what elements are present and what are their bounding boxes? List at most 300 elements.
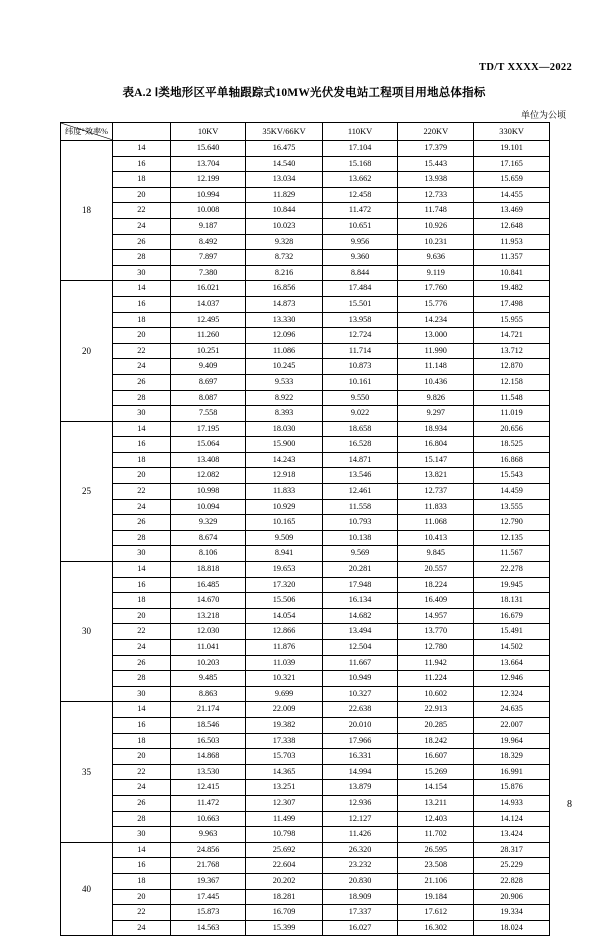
value-cell: 12.495 xyxy=(170,312,246,328)
value-cell: 12.936 xyxy=(322,795,398,811)
value-cell: 10.138 xyxy=(322,530,398,546)
value-cell: 10.203 xyxy=(170,655,246,671)
value-cell: 20.285 xyxy=(398,717,474,733)
efficiency-cell: 14 xyxy=(112,702,170,718)
efficiency-cell: 30 xyxy=(112,827,170,843)
value-cell: 10.998 xyxy=(170,484,246,500)
value-cell: 11.953 xyxy=(474,234,550,250)
value-cell: 18.934 xyxy=(398,421,474,437)
value-cell: 9.509 xyxy=(246,530,322,546)
efficiency-cell: 26 xyxy=(112,655,170,671)
value-cell: 8.216 xyxy=(246,265,322,281)
value-cell: 11.499 xyxy=(246,811,322,827)
efficiency-cell: 24 xyxy=(112,640,170,656)
value-cell: 10.161 xyxy=(322,374,398,390)
value-cell: 17.612 xyxy=(398,905,474,921)
value-cell: 11.472 xyxy=(170,795,246,811)
value-cell: 8.844 xyxy=(322,265,398,281)
efficiency-cell: 16 xyxy=(112,717,170,733)
table-header xyxy=(61,123,550,141)
efficiency-cell: 30 xyxy=(112,686,170,702)
value-cell: 15.064 xyxy=(170,437,246,453)
value-cell: 8.492 xyxy=(170,234,246,250)
efficiency-cell: 24 xyxy=(112,359,170,375)
table-row xyxy=(61,390,550,406)
efficiency-cell: 24 xyxy=(112,920,170,936)
value-cell: 13.034 xyxy=(246,172,322,188)
value-cell: 16.868 xyxy=(474,452,550,468)
header-col-1: 35KV/66KV xyxy=(246,123,322,141)
value-cell: 8.674 xyxy=(170,530,246,546)
value-cell: 13.330 xyxy=(246,312,322,328)
value-cell: 15.443 xyxy=(398,156,474,172)
value-cell: 13.704 xyxy=(170,156,246,172)
value-cell: 10.844 xyxy=(246,203,322,219)
value-cell: 19.101 xyxy=(474,141,550,157)
value-cell: 10.651 xyxy=(322,218,398,234)
latitude-cell: 18 xyxy=(61,141,113,281)
value-cell: 19.367 xyxy=(170,873,246,889)
value-cell: 18.329 xyxy=(474,749,550,765)
value-cell: 19.184 xyxy=(398,889,474,905)
value-cell: 10.994 xyxy=(170,187,246,203)
value-cell: 13.712 xyxy=(474,343,550,359)
value-cell: 18.281 xyxy=(246,889,322,905)
value-cell: 13.879 xyxy=(322,780,398,796)
value-cell: 12.135 xyxy=(474,530,550,546)
value-cell: 14.054 xyxy=(246,608,322,624)
value-cell: 18.131 xyxy=(474,593,550,609)
table-row xyxy=(61,873,550,889)
value-cell: 19.482 xyxy=(474,281,550,297)
value-cell: 21.174 xyxy=(170,702,246,718)
table-row xyxy=(61,499,550,515)
value-cell: 28.317 xyxy=(474,842,550,858)
table-row xyxy=(61,468,550,484)
value-cell: 16.134 xyxy=(322,593,398,609)
value-cell: 15.501 xyxy=(322,296,398,312)
table-row xyxy=(61,187,550,203)
value-cell: 12.870 xyxy=(474,359,550,375)
value-cell: 20.557 xyxy=(398,562,474,578)
value-cell: 11.039 xyxy=(246,655,322,671)
value-cell: 13.662 xyxy=(322,172,398,188)
value-cell: 15.900 xyxy=(246,437,322,453)
value-cell: 11.086 xyxy=(246,343,322,359)
value-cell: 17.320 xyxy=(246,577,322,593)
value-cell: 9.826 xyxy=(398,390,474,406)
value-cell: 20.830 xyxy=(322,873,398,889)
value-cell: 17.445 xyxy=(170,889,246,905)
value-cell: 14.994 xyxy=(322,764,398,780)
value-cell: 10.251 xyxy=(170,343,246,359)
value-cell: 14.243 xyxy=(246,452,322,468)
value-cell: 13.530 xyxy=(170,764,246,780)
efficiency-cell: 18 xyxy=(112,593,170,609)
value-cell: 22.007 xyxy=(474,717,550,733)
efficiency-cell: 28 xyxy=(112,250,170,266)
value-cell: 16.409 xyxy=(398,593,474,609)
value-cell: 16.302 xyxy=(398,920,474,936)
value-cell: 10.602 xyxy=(398,686,474,702)
value-cell: 17.338 xyxy=(246,733,322,749)
value-cell: 20.202 xyxy=(246,873,322,889)
value-cell: 12.415 xyxy=(170,780,246,796)
value-cell: 17.379 xyxy=(398,141,474,157)
value-cell: 14.957 xyxy=(398,608,474,624)
value-cell: 15.543 xyxy=(474,468,550,484)
value-cell: 12.082 xyxy=(170,468,246,484)
value-cell: 11.019 xyxy=(474,406,550,422)
value-cell: 10.231 xyxy=(398,234,474,250)
value-cell: 11.472 xyxy=(322,203,398,219)
table-row xyxy=(61,484,550,500)
value-cell: 9.636 xyxy=(398,250,474,266)
value-cell: 10.798 xyxy=(246,827,322,843)
value-cell: 18.242 xyxy=(398,733,474,749)
value-cell: 12.158 xyxy=(474,374,550,390)
document-standard-code: TD/T XXXX—2022 xyxy=(479,62,572,73)
efficiency-cell: 22 xyxy=(112,203,170,219)
value-cell: 18.658 xyxy=(322,421,398,437)
header-col-4: 330KV xyxy=(474,123,550,141)
table-title: 表A.2 Ⅰ类地形区平单轴跟踪式10MW光伏发电站工程项目用地总体指标 xyxy=(122,87,486,99)
table-row xyxy=(61,234,550,250)
value-cell: 24.635 xyxy=(474,702,550,718)
value-cell: 11.667 xyxy=(322,655,398,671)
efficiency-cell: 20 xyxy=(112,468,170,484)
value-cell: 12.461 xyxy=(322,484,398,500)
efficiency-cell: 24 xyxy=(112,218,170,234)
table-row xyxy=(61,343,550,359)
value-cell: 8.697 xyxy=(170,374,246,390)
value-cell: 13.958 xyxy=(322,312,398,328)
value-cell: 11.224 xyxy=(398,671,474,687)
table-row xyxy=(61,530,550,546)
value-cell: 17.165 xyxy=(474,156,550,172)
value-cell: 15.659 xyxy=(474,172,550,188)
efficiency-cell: 26 xyxy=(112,515,170,531)
value-cell: 9.533 xyxy=(246,374,322,390)
value-cell: 14.459 xyxy=(474,484,550,500)
value-cell: 10.165 xyxy=(246,515,322,531)
value-cell: 15.399 xyxy=(246,920,322,936)
value-cell: 13.218 xyxy=(170,608,246,624)
table-row xyxy=(61,359,550,375)
value-cell: 22.278 xyxy=(474,562,550,578)
value-cell: 20.281 xyxy=(322,562,398,578)
value-cell: 12.096 xyxy=(246,328,322,344)
value-cell: 9.360 xyxy=(322,250,398,266)
value-cell: 11.041 xyxy=(170,640,246,656)
table-row xyxy=(61,562,550,578)
value-cell: 20.656 xyxy=(474,421,550,437)
value-cell: 12.737 xyxy=(398,484,474,500)
value-cell: 9.409 xyxy=(170,359,246,375)
value-cell: 13.546 xyxy=(322,468,398,484)
value-cell: 12.918 xyxy=(246,468,322,484)
table-row xyxy=(61,858,550,874)
latitude-cell: 25 xyxy=(61,421,113,561)
value-cell: 13.555 xyxy=(474,499,550,515)
efficiency-cell: 18 xyxy=(112,452,170,468)
value-cell: 14.234 xyxy=(398,312,474,328)
value-cell: 13.821 xyxy=(398,468,474,484)
table-row xyxy=(61,842,550,858)
table-row xyxy=(61,577,550,593)
value-cell: 10.436 xyxy=(398,374,474,390)
value-cell: 10.873 xyxy=(322,359,398,375)
value-cell: 10.023 xyxy=(246,218,322,234)
value-cell: 15.168 xyxy=(322,156,398,172)
table-row xyxy=(61,421,550,437)
value-cell: 10.413 xyxy=(398,530,474,546)
value-cell: 16.679 xyxy=(474,608,550,624)
value-cell: 20.906 xyxy=(474,889,550,905)
efficiency-cell: 20 xyxy=(112,749,170,765)
table-row xyxy=(61,764,550,780)
value-cell: 24.856 xyxy=(170,842,246,858)
value-cell: 18.909 xyxy=(322,889,398,905)
value-cell: 10.663 xyxy=(170,811,246,827)
table-row xyxy=(61,795,550,811)
value-cell: 15.703 xyxy=(246,749,322,765)
value-cell: 15.491 xyxy=(474,624,550,640)
value-cell: 13.469 xyxy=(474,203,550,219)
table-row xyxy=(61,328,550,344)
value-cell: 16.475 xyxy=(246,141,322,157)
value-cell: 10.321 xyxy=(246,671,322,687)
efficiency-cell: 20 xyxy=(112,608,170,624)
table-row xyxy=(61,624,550,640)
value-cell: 16.027 xyxy=(322,920,398,936)
value-cell: 12.030 xyxy=(170,624,246,640)
value-cell: 12.458 xyxy=(322,187,398,203)
value-cell: 22.604 xyxy=(246,858,322,874)
value-cell: 9.845 xyxy=(398,546,474,562)
table-row xyxy=(61,172,550,188)
value-cell: 14.933 xyxy=(474,795,550,811)
value-cell: 11.702 xyxy=(398,827,474,843)
value-cell: 17.760 xyxy=(398,281,474,297)
table-row xyxy=(61,889,550,905)
table-row xyxy=(61,374,550,390)
value-cell: 9.699 xyxy=(246,686,322,702)
header-col-0: 10KV xyxy=(170,123,246,141)
table-body xyxy=(61,141,550,936)
value-cell: 9.963 xyxy=(170,827,246,843)
value-cell: 10.841 xyxy=(474,265,550,281)
table-row xyxy=(61,717,550,733)
value-cell: 14.154 xyxy=(398,780,474,796)
efficiency-cell: 20 xyxy=(112,328,170,344)
header-corner-cell xyxy=(61,123,113,141)
value-cell: 8.732 xyxy=(246,250,322,266)
efficiency-cell: 26 xyxy=(112,374,170,390)
efficiency-cell: 28 xyxy=(112,811,170,827)
efficiency-cell: 16 xyxy=(112,296,170,312)
value-cell: 16.607 xyxy=(398,749,474,765)
value-cell: 11.260 xyxy=(170,328,246,344)
value-cell: 14.670 xyxy=(170,593,246,609)
value-cell: 9.297 xyxy=(398,406,474,422)
efficiency-cell: 18 xyxy=(112,733,170,749)
value-cell: 11.426 xyxy=(322,827,398,843)
value-cell: 14.124 xyxy=(474,811,550,827)
value-cell: 11.833 xyxy=(398,499,474,515)
value-cell: 10.926 xyxy=(398,218,474,234)
value-cell: 11.833 xyxy=(246,484,322,500)
value-cell: 9.569 xyxy=(322,546,398,562)
value-cell: 12.307 xyxy=(246,795,322,811)
value-cell: 17.195 xyxy=(170,421,246,437)
efficiency-cell: 14 xyxy=(112,141,170,157)
value-cell: 17.337 xyxy=(322,905,398,921)
table-row xyxy=(61,281,550,297)
value-cell: 11.567 xyxy=(474,546,550,562)
efficiency-cell: 14 xyxy=(112,562,170,578)
table-row xyxy=(61,905,550,921)
value-cell: 14.871 xyxy=(322,452,398,468)
value-cell: 26.595 xyxy=(398,842,474,858)
value-cell: 7.558 xyxy=(170,406,246,422)
efficiency-cell: 22 xyxy=(112,484,170,500)
value-cell: 19.653 xyxy=(246,562,322,578)
table-row xyxy=(61,702,550,718)
value-cell: 12.199 xyxy=(170,172,246,188)
table-row xyxy=(61,749,550,765)
efficiency-cell: 20 xyxy=(112,187,170,203)
table-header-row xyxy=(61,123,550,141)
table-row xyxy=(61,406,550,422)
value-cell: 18.224 xyxy=(398,577,474,593)
value-cell: 11.558 xyxy=(322,499,398,515)
efficiency-cell: 16 xyxy=(112,858,170,874)
value-cell: 22.638 xyxy=(322,702,398,718)
value-cell: 15.776 xyxy=(398,296,474,312)
value-cell: 13.424 xyxy=(474,827,550,843)
value-cell: 16.804 xyxy=(398,437,474,453)
value-cell: 14.682 xyxy=(322,608,398,624)
table-row xyxy=(61,141,550,157)
value-cell: 22.009 xyxy=(246,702,322,718)
header-corner-left-label: 效率% xyxy=(84,127,108,136)
value-cell: 18.024 xyxy=(474,920,550,936)
value-cell: 15.506 xyxy=(246,593,322,609)
table-row xyxy=(61,296,550,312)
efficiency-cell: 28 xyxy=(112,671,170,687)
table-row xyxy=(61,156,550,172)
value-cell: 8.922 xyxy=(246,390,322,406)
efficiency-cell: 16 xyxy=(112,156,170,172)
value-cell: 8.863 xyxy=(170,686,246,702)
efficiency-cell: 18 xyxy=(112,172,170,188)
efficiency-cell: 26 xyxy=(112,795,170,811)
value-cell: 19.334 xyxy=(474,905,550,921)
table-row xyxy=(61,250,550,266)
value-cell: 13.000 xyxy=(398,328,474,344)
table-row xyxy=(61,312,550,328)
table-row xyxy=(61,515,550,531)
efficiency-cell: 18 xyxy=(112,873,170,889)
value-cell: 14.502 xyxy=(474,640,550,656)
value-cell: 13.938 xyxy=(398,172,474,188)
value-cell: 9.022 xyxy=(322,406,398,422)
value-cell: 25.692 xyxy=(246,842,322,858)
value-cell: 10.793 xyxy=(322,515,398,531)
header-col-2: 110KV xyxy=(322,123,398,141)
efficiency-cell: 22 xyxy=(112,905,170,921)
value-cell: 13.664 xyxy=(474,655,550,671)
value-cell: 9.187 xyxy=(170,218,246,234)
table-row xyxy=(61,218,550,234)
efficiency-cell: 14 xyxy=(112,281,170,297)
value-cell: 7.897 xyxy=(170,250,246,266)
value-cell: 11.876 xyxy=(246,640,322,656)
value-cell: 8.087 xyxy=(170,390,246,406)
efficiency-cell: 14 xyxy=(112,421,170,437)
header-corner-right-label: 纬度° xyxy=(65,127,85,136)
land-use-index-table xyxy=(60,122,550,936)
value-cell: 14.873 xyxy=(246,296,322,312)
table-row xyxy=(61,452,550,468)
value-cell: 11.748 xyxy=(398,203,474,219)
value-cell: 19.382 xyxy=(246,717,322,733)
efficiency-cell: 26 xyxy=(112,234,170,250)
value-cell: 17.498 xyxy=(474,296,550,312)
value-cell: 17.966 xyxy=(322,733,398,749)
efficiency-cell: 28 xyxy=(112,530,170,546)
efficiency-cell: 30 xyxy=(112,546,170,562)
unit-note: 单位为公顷 xyxy=(520,110,566,120)
efficiency-cell: 22 xyxy=(112,624,170,640)
value-cell: 15.876 xyxy=(474,780,550,796)
value-cell: 16.856 xyxy=(246,281,322,297)
value-cell: 13.408 xyxy=(170,452,246,468)
efficiency-cell: 14 xyxy=(112,842,170,858)
value-cell: 8.106 xyxy=(170,546,246,562)
efficiency-cell: 22 xyxy=(112,764,170,780)
value-cell: 19.964 xyxy=(474,733,550,749)
value-cell: 14.563 xyxy=(170,920,246,936)
value-cell: 11.990 xyxy=(398,343,474,359)
value-cell: 12.504 xyxy=(322,640,398,656)
efficiency-cell: 24 xyxy=(112,780,170,796)
value-cell: 16.485 xyxy=(170,577,246,593)
value-cell: 25.229 xyxy=(474,858,550,874)
value-cell: 12.403 xyxy=(398,811,474,827)
value-cell: 12.724 xyxy=(322,328,398,344)
value-cell: 15.955 xyxy=(474,312,550,328)
efficiency-cell: 28 xyxy=(112,390,170,406)
value-cell: 16.991 xyxy=(474,764,550,780)
efficiency-cell: 24 xyxy=(112,499,170,515)
latitude-cell: 40 xyxy=(61,842,113,936)
table-row xyxy=(61,780,550,796)
efficiency-cell: 20 xyxy=(112,889,170,905)
efficiency-cell: 18 xyxy=(112,312,170,328)
value-cell: 7.380 xyxy=(170,265,246,281)
value-cell: 12.946 xyxy=(474,671,550,687)
value-cell: 18.030 xyxy=(246,421,322,437)
value-cell: 12.790 xyxy=(474,515,550,531)
table-row xyxy=(61,827,550,843)
value-cell: 15.147 xyxy=(398,452,474,468)
value-cell: 13.211 xyxy=(398,795,474,811)
value-cell: 13.251 xyxy=(246,780,322,796)
value-cell: 8.393 xyxy=(246,406,322,422)
value-cell: 23.232 xyxy=(322,858,398,874)
